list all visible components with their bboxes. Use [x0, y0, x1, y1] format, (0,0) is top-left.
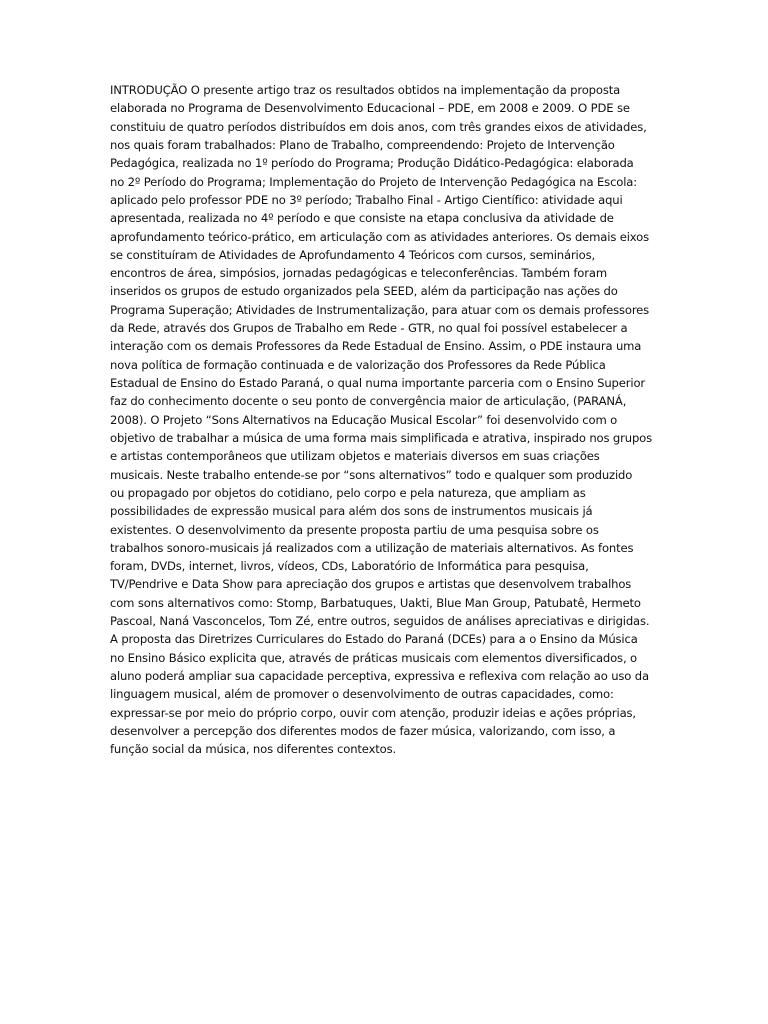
text-line: da Rede, através dos Grupos de Trabalho em Rede - GTR, no qual foi possível estabelecer a: [110, 321, 628, 336]
text-line: Pedagógica, realizada no 1º período do Programa; Produção Didático-Pedagógica: elaborada: [110, 156, 634, 171]
text-line: encontros de área, simpósios, jornadas pedagógicas e teleconferências. Também foram: [110, 266, 607, 281]
text-line: expressar-se por meio do próprio corpo, ouvir com atenção, produzir ideias e ações próprias,: [110, 705, 636, 720]
text-line: nova política de formação continuada e de valorização dos Professores da Rede Pública: [110, 357, 606, 372]
text-line: musicais. Neste trabalho entende-se por “sons alternativos” todo e qualquer som produzido: [110, 467, 633, 482]
text-line: 2008). O Projeto “Sons Alternativos na Educação Musical Escolar” foi desenvolvido com o: [110, 412, 618, 427]
text-line: se constituíram de Atividades de Aprofundamento 4 Teóricos com cursos, seminários,: [110, 247, 596, 262]
text-line: aplicado pelo professor PDE no 3º período; Trabalho Final - Artigo Científico: atividade aqui: [110, 192, 623, 207]
text-line: interação com os demais Professores da Rede Estadual de Ensino. Assim, o PDE instaura uma: [110, 339, 642, 354]
text-line: Programa Superação; Atividades de Instrumentalização, para atuar com os demais professores: [110, 302, 650, 317]
text-line: apresentada, realizada no 4º período e que consiste na etapa conclusiva da atividade de: [110, 211, 614, 226]
text-line: INTRODUÇÃO O presente artigo traz os resultados obtidos na implementação da proposta: [110, 83, 621, 97]
text-line: objetivo de trabalhar a música de uma forma mais simplificada e atrativa, inspirado nos grupos: [110, 430, 652, 445]
text-line: nos quais foram trabalhados: Plano de Trabalho, compreendendo: Projeto de Intervenção: [110, 137, 615, 152]
text-line: no Ensino Básico explicita que, através de práticas musicais com elementos diversificados, o: [110, 650, 637, 665]
text-line: possibilidades de expressão musical para além dos sons de instrumentos musicais já: [110, 504, 593, 519]
text-line: com sons alternativos como: Stomp, Barbatuques, Uakti, Blue Man Group, Patubatê, Hermeto: [110, 595, 641, 610]
text-line: no 2º Período do Programa; Implementação do Projeto de Intervenção Pedagógica na Escola:: [110, 174, 638, 189]
text-line: e artistas contemporâneos que utilizam objetos e materiais diversos em suas criações: [110, 449, 600, 464]
text-line: aprofundamento teórico-prático, em articulação com as atividades anteriores. Os demais eixos: [110, 229, 649, 244]
text-line: desenvolver a percepção dos diferentes modos de fazer música, valorizando, com isso, a: [110, 723, 616, 738]
text-line: inseridos os grupos de estudo organizados pela SEED, além da participação nas ações do: [110, 284, 618, 299]
text-line: função social da música, nos diferentes contextos.: [110, 742, 397, 757]
text-line: linguagem musical, além de promover o desenvolvimento de outras capacidades, como:: [110, 687, 614, 702]
introduction-paragraph: [110, 81, 658, 759]
text-line: aluno poderá ampliar sua capacidade perceptiva, expressiva e reflexiva com relação ao uso da: [110, 669, 649, 683]
text-line: Pascoal, Naná Vasconcelos, Tom Zé, entre outros, seguidos de análises apreciativas e dirigidas.: [110, 614, 650, 629]
text-line: constituiu de quatro períodos distribuídos em dois anos, com três grandes eixos de atividades,: [110, 119, 647, 134]
text-line: foram, DVDs, internet, livros, vídeos, CDs, Laboratório de Informática para pesquisa,: [110, 559, 589, 574]
text-line: TV/Pendrive e Data Show para apreciação dos grupos e artistas que desenvolvem trabalhos: [110, 577, 632, 592]
text-line: trabalhos sonoro-musicais já realizados com a utilização de materiais alternativos. As fontes: [110, 540, 634, 555]
text-line: Estadual de Ensino do Estado Paraná, o qual numa importante parceria com o Ensino Superior: [110, 376, 646, 390]
text-line: elaborada no Programa de Desenvolvimento Educacional – PDE, em 2008 e 2009. O PDE se: [110, 101, 630, 116]
text-line: A proposta das Diretrizes Curriculares do Estado do Paraná (DCEs) para a o Ensino da Música: [110, 632, 638, 647]
text-line: ou propagado por objetos do cotidiano, pelo corpo e pela natureza, que ampliam as: [110, 485, 586, 500]
text-line: faz do conhecimento docente o seu ponto de convergência maior de articulação, (PARANÁ,: [110, 394, 627, 409]
text-line: existentes. O desenvolvimento da presente proposta partiu de uma pesquisa sobre os: [110, 522, 599, 537]
